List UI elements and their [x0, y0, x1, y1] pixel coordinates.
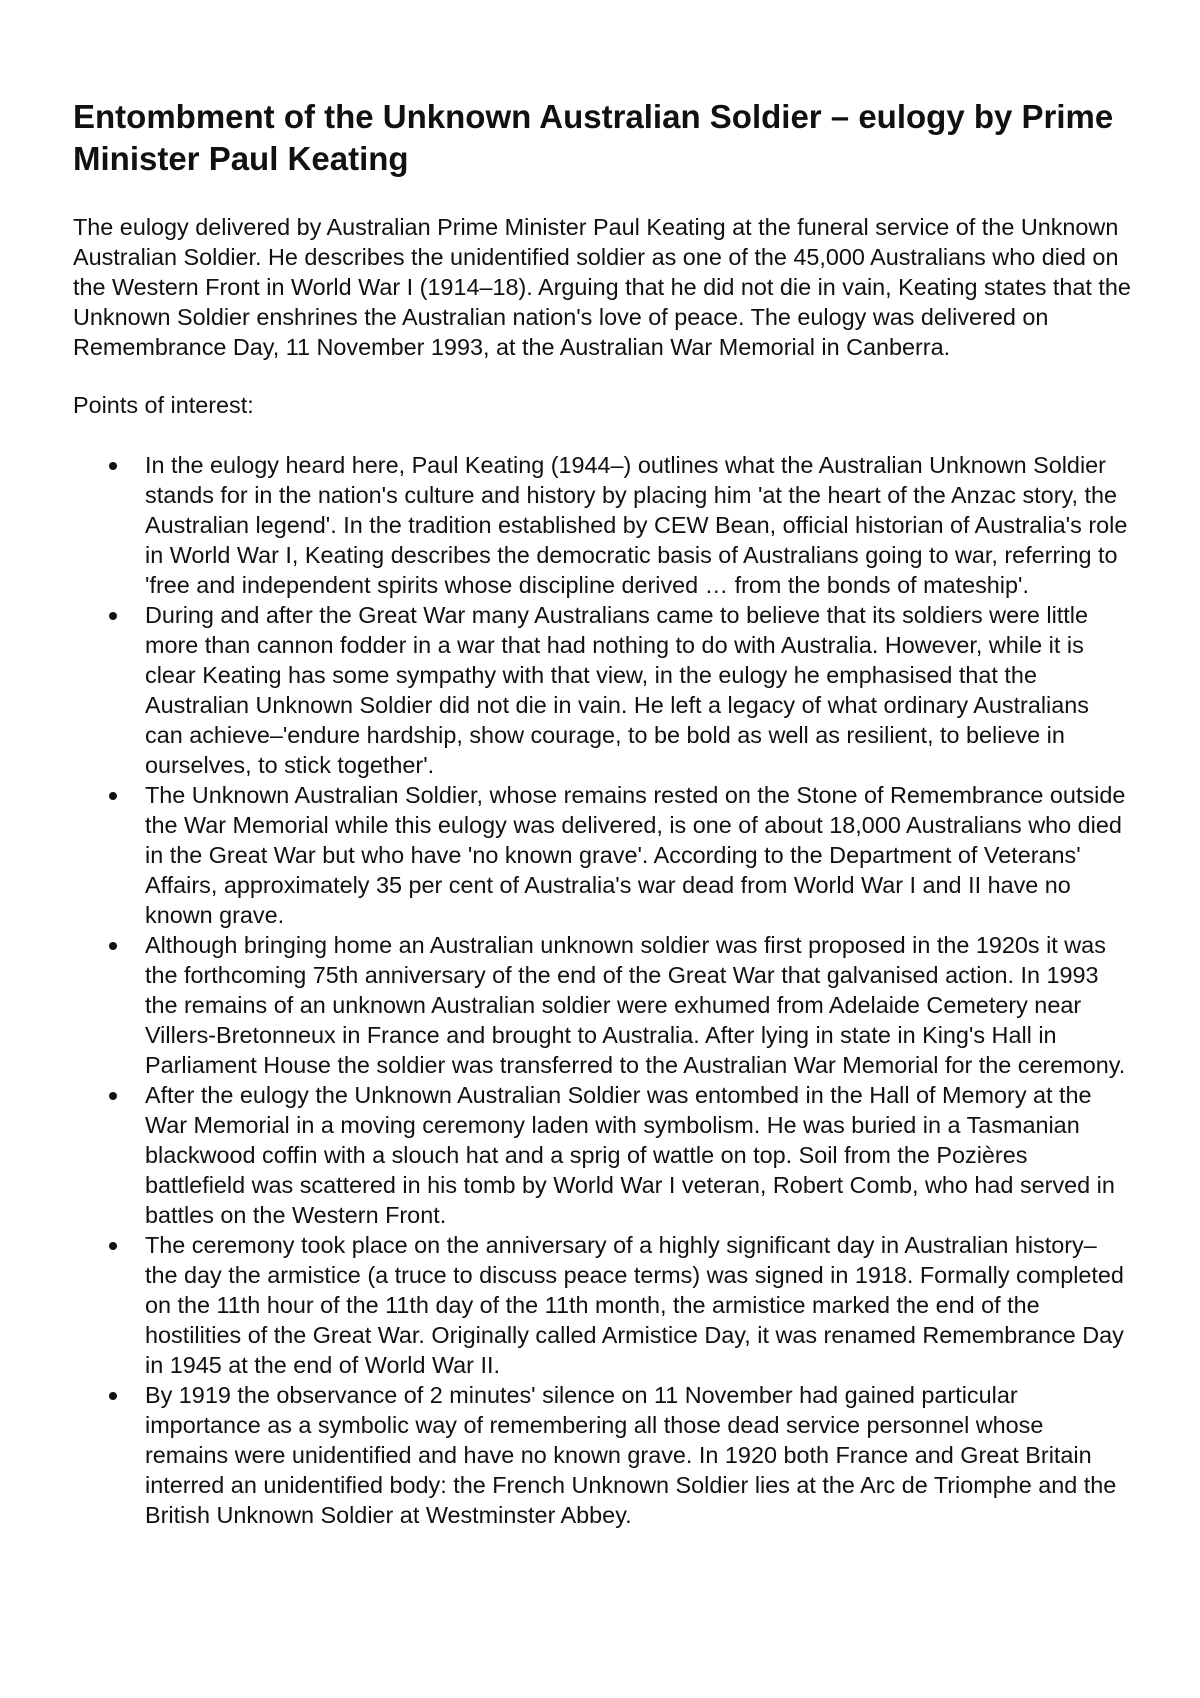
bullet-icon: [109, 1242, 117, 1250]
bullet-icon: [109, 1092, 117, 1100]
list-item: [73, 780, 1133, 930]
bullet-icon: [109, 942, 117, 950]
list-item: [73, 930, 1133, 1080]
point-text: After the eulogy the Unknown Australian Soldier was entombed in the Hall of Memory at the War Memorial in a moving ceremony laden with symbolism. He was buried in a Tasmanian blackwood coffin with a slouch hat and a sprig of wattle on top. Soil from the Pozières battlefield was scattered in his tomb by World War I veteran, Robert Comb, who had served in battles on the Western Front.: [145, 1082, 1115, 1228]
point-text: By 1919 the observance of 2 minutes' silence on 11 November had gained particular importance as a symbolic way of remembering all those dead service personnel whose remains were unidentified and have no known grave. In 1920 both France and Great Britain interred an unidentified body: the French Unknown Soldier lies at the Arc de Triomphe and the British Unknown Soldier at Westminster Abbey.: [145, 1382, 1117, 1528]
document-page: [73, 96, 1133, 1530]
bullet-icon: [109, 462, 117, 470]
points-of-interest-label: Points of interest:: [73, 392, 254, 418]
point-text: During and after the Great War many Australians came to believe that its soldiers were little more than cannon fodder in a war that had nothing to do with Australia. However, while it is clear Keating has some sympathy with that view, in the eulogy he emphasised that the Australian Unknown Soldier did not die in vain. He left a legacy of what ordinary Australians can achieve–'endure hardship, show courage, to be bold as well as resilient, to believe in ourselves, to stick together'.: [145, 602, 1089, 778]
list-item: [73, 1380, 1133, 1530]
points-list: [73, 450, 1133, 1530]
list-item: [73, 450, 1133, 600]
point-text: In the eulogy heard here, Paul Keating (1944–) outlines what the Australian Unknown Soldier stands for in the nation's culture and history by placing him 'at the heart of the Anzac story, the Australian legend'. In the tradition established by CEW Bean, official historian of Australia's role in World War I, Keating describes the democratic basis of Australians going to war, referring to 'free and independent spirits whose discipline derived … from the bonds of mateship'.: [145, 452, 1128, 598]
point-text: Although bringing home an Australian unknown soldier was first proposed in the 1920s it was the forthcoming 75th anniversary of the end of the Great War that galvanised action. In 1993 the remains of an unknown Australian soldier were exhumed from Adelaide Cemetery near Villers-Bretonneux in France and brought to Australia. After lying in state in King's Hall in Parliament House the soldier was transferred to the Australian War Memorial for the ceremony.: [145, 932, 1126, 1078]
list-item: [73, 600, 1133, 780]
intro-paragraph: The eulogy delivered by Australian Prime Minister Paul Keating at the funeral service of the Unknown Australian Soldier. He describes the unidentified soldier as one of the 45,000 Australians who died on the Western Front in World War I (1914–18). Arguing that he did not die in vain, Keating states that the Unknown Soldier enshrines the Australian nation's love of peace. The eulogy was delivered on Remembrance Day, 11 November 1993, at the Australian War Memorial in Canberra.: [73, 214, 1131, 360]
bullet-icon: [109, 1392, 117, 1400]
page-title: Entombment of the Unknown Australian Soldier – eulogy by Prime Minister Paul Keating: [73, 98, 1114, 177]
bullet-icon: [109, 612, 117, 620]
bullet-icon: [109, 792, 117, 800]
list-item: [73, 1230, 1133, 1380]
point-text: The ceremony took place on the anniversary of a highly significant day in Australian history– the day the armistice (a truce to discuss peace terms) was signed in 1918. Formally completed on the 11th hour of the 11th day of the 11th month, the armistice marked the end of the hostilities of the Great War. Originally called Armistice Day, it was renamed Remembrance Day in 1945 at the end of World War II.: [145, 1232, 1124, 1378]
list-item: [73, 1080, 1133, 1230]
point-text: The Unknown Australian Soldier, whose remains rested on the Stone of Remembrance outside the War Memorial while this eulogy was delivered, is one of about 18,000 Australians who died in the Great War but who have 'no known grave'. According to the Department of Veterans' Affairs, approximately 35 per cent of Australia's war dead from World War I and II have no known grave.: [145, 782, 1126, 928]
